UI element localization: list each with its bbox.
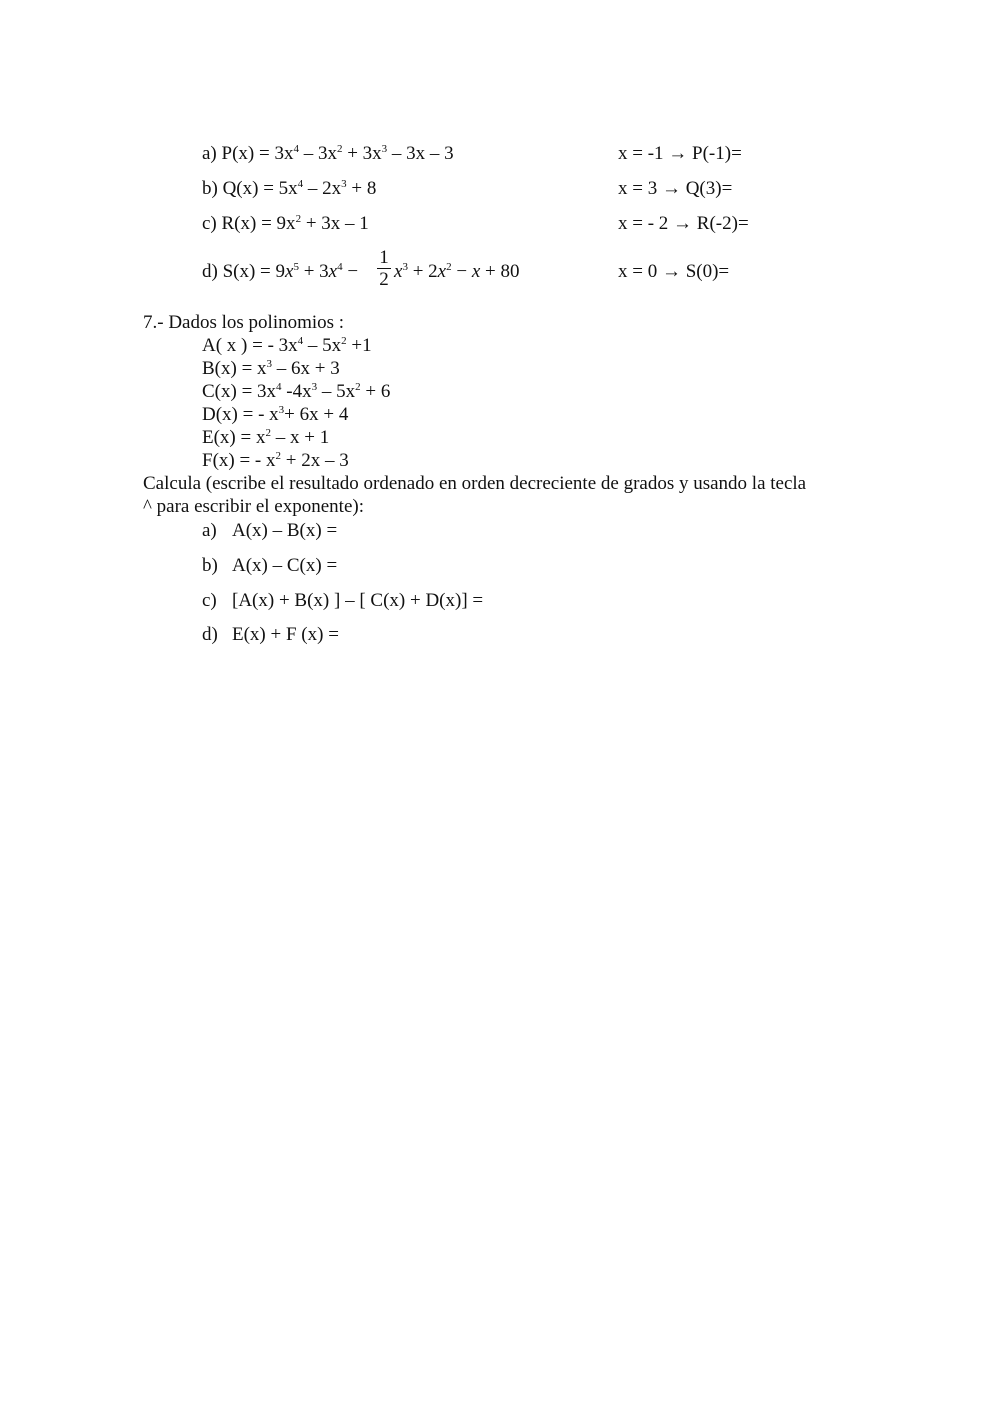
list-item — [202, 624, 339, 646]
polynomial-q: b) $Q(x) = 5x^4 - 2x^3 + 8$ — [202, 178, 377, 199]
exercise-7-heading: 7.- Dados los polinomios : — [143, 312, 345, 333]
fraction-denominator: 2 — [379, 269, 389, 290]
item-label: c) — [202, 590, 217, 611]
evaluation-p: x = -1 → P(-1)= — [618, 143, 742, 164]
polynomial-d: D(x) = - $x^3+ 6x + 4$ — [202, 404, 349, 425]
polynomial-a: A( x ) = - $3x^4 - 5x^2 +1$ — [202, 335, 372, 356]
list-item — [202, 555, 337, 577]
instruction-line-1: Calcula (escribe el resultado ordenado en orden decreciente de grados y usando la tecla — [143, 473, 807, 494]
item-label: b) — [202, 555, 218, 576]
polynomial-b: $B(x) = x^3 - 6x + 3$ — [202, 358, 340, 379]
list-item — [202, 590, 483, 612]
item-expression: A(x) – B(x) = — [232, 520, 338, 541]
polynomial-r: c) $R(x) = 9x^2 + 3x - 1$ — [202, 213, 369, 234]
polynomial-c: $C(x) = 3x^4$ $-4x^3 - 5x^2 + 6$ — [202, 381, 391, 402]
item-expression: [A(x) + B(x) ] – [ C(x) + D(x)] = — [232, 590, 484, 611]
polynomial-s-right: $x^3 + 2x^2 - x + 80$ — [394, 261, 520, 282]
fraction-numerator: 1 — [379, 247, 389, 268]
instruction-line-2: ^ para escribir el exponente): — [143, 496, 364, 517]
polynomial-s-left: d) $S(x) = 9x^5 + 3x^4$ − — [202, 261, 359, 282]
evaluation-q: x = 3 → Q(3)= — [618, 178, 733, 199]
item-label: d) — [202, 624, 218, 645]
item-label: a) — [202, 520, 217, 541]
item-expression: E(x) + F (x) = — [232, 624, 339, 645]
fraction-one-half — [376, 248, 392, 291]
evaluation-r: x = - 2 → R(-2)= — [618, 213, 749, 234]
polynomial-f: F(x) = - $x^2 + 2x - 3$ — [202, 450, 349, 471]
polynomial-e: $E(x) = x^2 - x + 1$ — [202, 427, 330, 448]
evaluation-s: x = 0 → S(0)= — [618, 261, 730, 282]
item-expression: A(x) – C(x) = — [232, 555, 338, 576]
polynomial-p: a) $P(x) = 3x^4 - 3x^2 + 3x^3 - 3x - 3$ — [202, 143, 454, 164]
list-item — [202, 520, 337, 542]
